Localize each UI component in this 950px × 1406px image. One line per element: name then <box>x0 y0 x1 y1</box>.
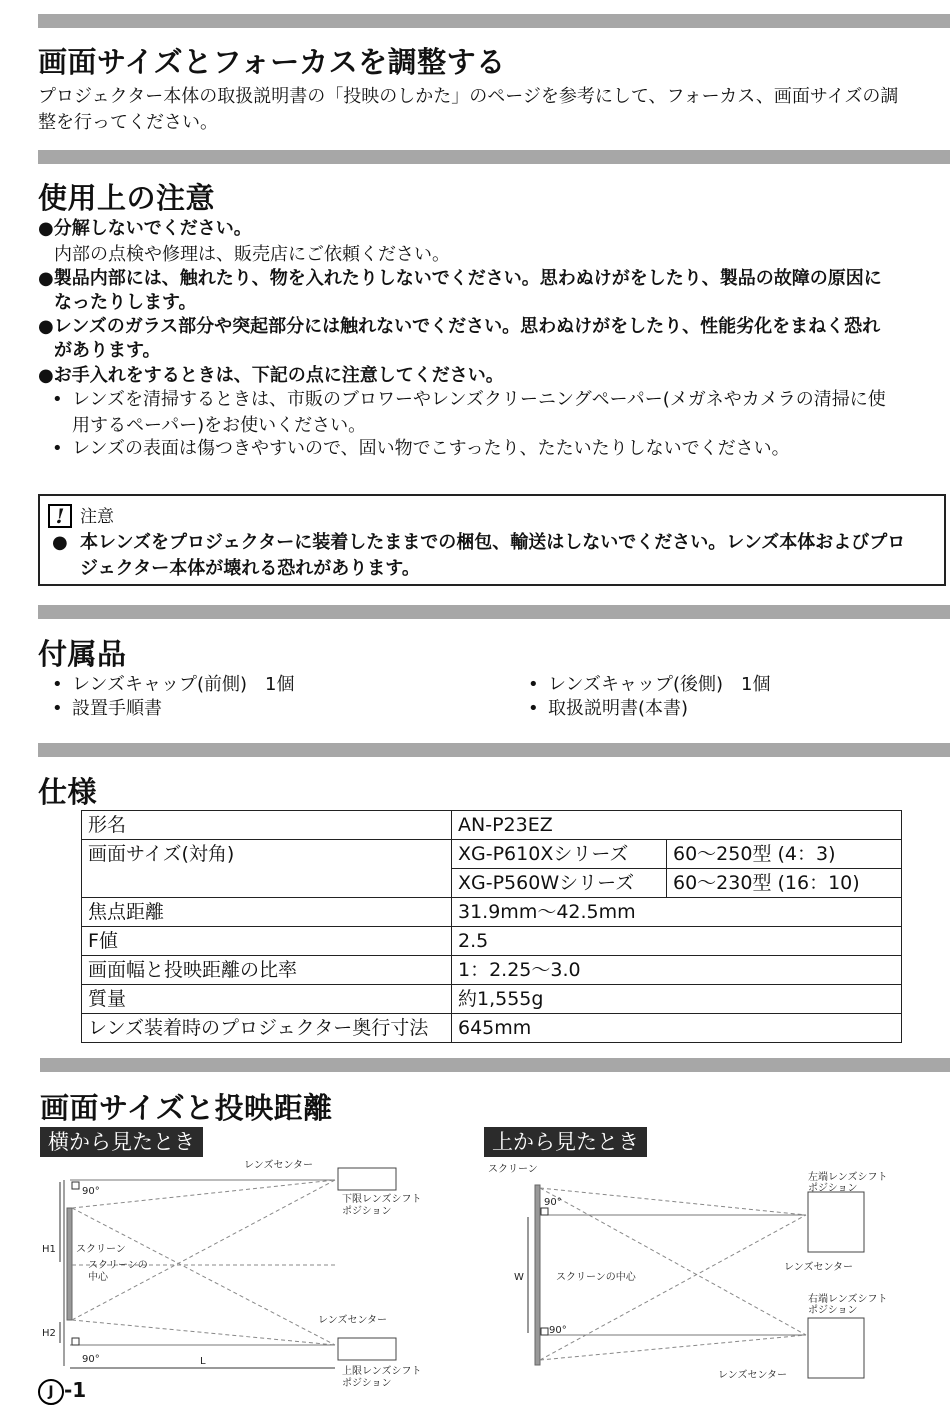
adjust-body-line1: プロジェクター本体の取扱説明書の「投映のしかた」のページを参考にして、フォーカス、画面サイズの調 <box>38 86 899 107</box>
screen-shape <box>535 1185 540 1365</box>
warning-line2: ジェクター本体が壊れる恐れがあります。 <box>80 558 420 579</box>
table-row: F値 2.5 <box>82 927 902 956</box>
accessory-item: • レンズキャップ(前側) 1個 <box>52 672 295 698</box>
section-title-accessories: 付属品 <box>38 637 127 671</box>
warning-title: 注意 <box>80 507 114 527</box>
caution-bullet-2-line2: なったりします。 <box>54 292 197 313</box>
top-lens-center-top: レンズセンター <box>784 1262 854 1273</box>
top-view-tag: 上から見たとき <box>484 1127 647 1157</box>
top-screen-center-label: スクリーンの中心 <box>556 1272 636 1283</box>
side-screen-label: スクリーン <box>76 1244 126 1255</box>
caution-bullet-1-detail: 内部の点検や修理は、販売店にご依頼ください。 <box>54 244 450 265</box>
side-l-label: L <box>200 1356 206 1367</box>
side-h2-label: H2 <box>42 1328 56 1339</box>
sub-bullet: • <box>528 674 539 695</box>
caution-bullet-4: ●お手入れをするときは、下記の点に注意してください。 <box>38 365 504 386</box>
sub-bullet: • <box>52 389 63 410</box>
side-view-tag: 横から見たとき <box>40 1127 203 1157</box>
page-number-text: -1 <box>64 1378 87 1402</box>
table-row: XG-P560Wシリーズ 60〜230型 (16：10) <box>82 869 902 898</box>
section-title-cautions: 使用上の注意 <box>38 181 216 215</box>
page-number <box>38 1378 86 1405</box>
top-deg-top: 90° <box>544 1197 562 1208</box>
accessory-item: • 取扱説明書(本書) <box>528 696 688 722</box>
section-title-adjust: 画面サイズとフォーカスを調整する <box>38 45 506 79</box>
top-lens-center-bottom: レンズセンター <box>718 1370 788 1381</box>
side-upper-shift-label: ポジション <box>342 1378 392 1389</box>
table-row: レンズ装着時のプロジェクター奥行寸法 645mm <box>82 1014 902 1043</box>
right-angle-mark <box>72 1182 79 1189</box>
top-left-shift-label: ポジション <box>808 1183 858 1194</box>
exclamation-icon: ! <box>48 504 72 528</box>
right-angle-mark <box>72 1338 79 1345</box>
projector-shape <box>808 1192 864 1252</box>
language-badge: J <box>38 1379 64 1405</box>
side-lower-shift-label: ポジション <box>342 1206 392 1217</box>
top-left-shift-label: 左端レンズシフト <box>808 1172 888 1183</box>
projector-shape <box>808 1318 864 1378</box>
top-w-label: W <box>514 1272 524 1283</box>
side-h1-label: H1 <box>42 1244 56 1255</box>
sub-bullet: • <box>52 698 63 719</box>
table-row: 質量 約1,555g <box>82 985 902 1014</box>
caution-bullet-2-line1: ●製品内部には、触れたり、物を入れたりしないでください。思わぬけがをしたり、製品の故障の原因に <box>38 268 882 289</box>
side-upper-shift-label: 上限レンズシフト <box>342 1366 422 1377</box>
side-deg-bottom: 90° <box>82 1354 100 1365</box>
top-deg-bottom: 90° <box>549 1325 567 1336</box>
table-row: 焦点距離 31.9mm〜42.5mm <box>82 898 902 927</box>
table-row: 形名 AN-P23EZ <box>82 811 902 840</box>
side-lens-center-top: レンズセンター <box>244 1160 314 1171</box>
screen-shape <box>67 1208 72 1320</box>
sub-bullet: • <box>52 438 63 459</box>
sub-bullet: • <box>52 674 63 695</box>
section-title-distance: 画面サイズと投映距離 <box>40 1091 333 1125</box>
caution-bullet-3-line2: があります。 <box>54 340 161 361</box>
sub-bullet: • <box>528 698 539 719</box>
projector-shape <box>338 1168 396 1190</box>
section-title-spec: 仕様 <box>38 775 98 809</box>
table-row: 画面サイズ(対角) XG-P610Xシリーズ 60〜250型 (4：3) <box>82 840 902 869</box>
top-right-shift-label: ポジション <box>808 1305 858 1316</box>
projector-shape <box>338 1338 396 1360</box>
right-angle-mark <box>541 1328 548 1335</box>
top-right-shift-label: 右端レンズシフト <box>808 1294 888 1305</box>
care-item-2-text: レンズの表面は傷つきやすいので、固い物でこすったり、たたいたりしないでください。 <box>72 438 790 459</box>
warning-bullet: ● <box>52 532 68 553</box>
side-deg-top: 90° <box>82 1186 100 1197</box>
table-row: 画面幅と投映距離の比率 1：2.25〜3.0 <box>82 956 902 985</box>
accessory-item: • レンズキャップ(後側) 1個 <box>528 672 771 698</box>
side-lower-shift-label: 下限レンズシフト <box>342 1194 422 1205</box>
top-screen-label: スクリーン <box>488 1164 538 1175</box>
side-screen-center-label: 中心 <box>88 1272 108 1283</box>
side-screen-center-label: スクリーンの <box>88 1260 148 1271</box>
care-item-1-line2: 用するペーパー)をお使いください。 <box>72 415 367 436</box>
caution-bullet-3-line1: ●レンズのガラス部分や突起部分には触れないでください。思わぬけがをしたり、性能劣化をまねく恐れ <box>38 316 881 337</box>
right-angle-mark <box>541 1208 548 1215</box>
side-lens-center-bottom: レンズセンター <box>318 1315 388 1326</box>
warning-line1: 本レンズをプロジェクターに装着したままでの梱包、輸送はしないでください。レンズ本体およびプロ <box>80 532 906 553</box>
adjust-body-line2: 整を行ってください。 <box>38 112 218 133</box>
accessory-item: • 設置手順書 <box>52 696 162 722</box>
care-item-1-line1: レンズを清掃するときは、市販のブロワーやレンズクリーニングペーパー(メガネやカメラの清掃に使 <box>72 389 886 410</box>
caution-bullet-1: ●分解しないでください。 <box>38 218 252 239</box>
